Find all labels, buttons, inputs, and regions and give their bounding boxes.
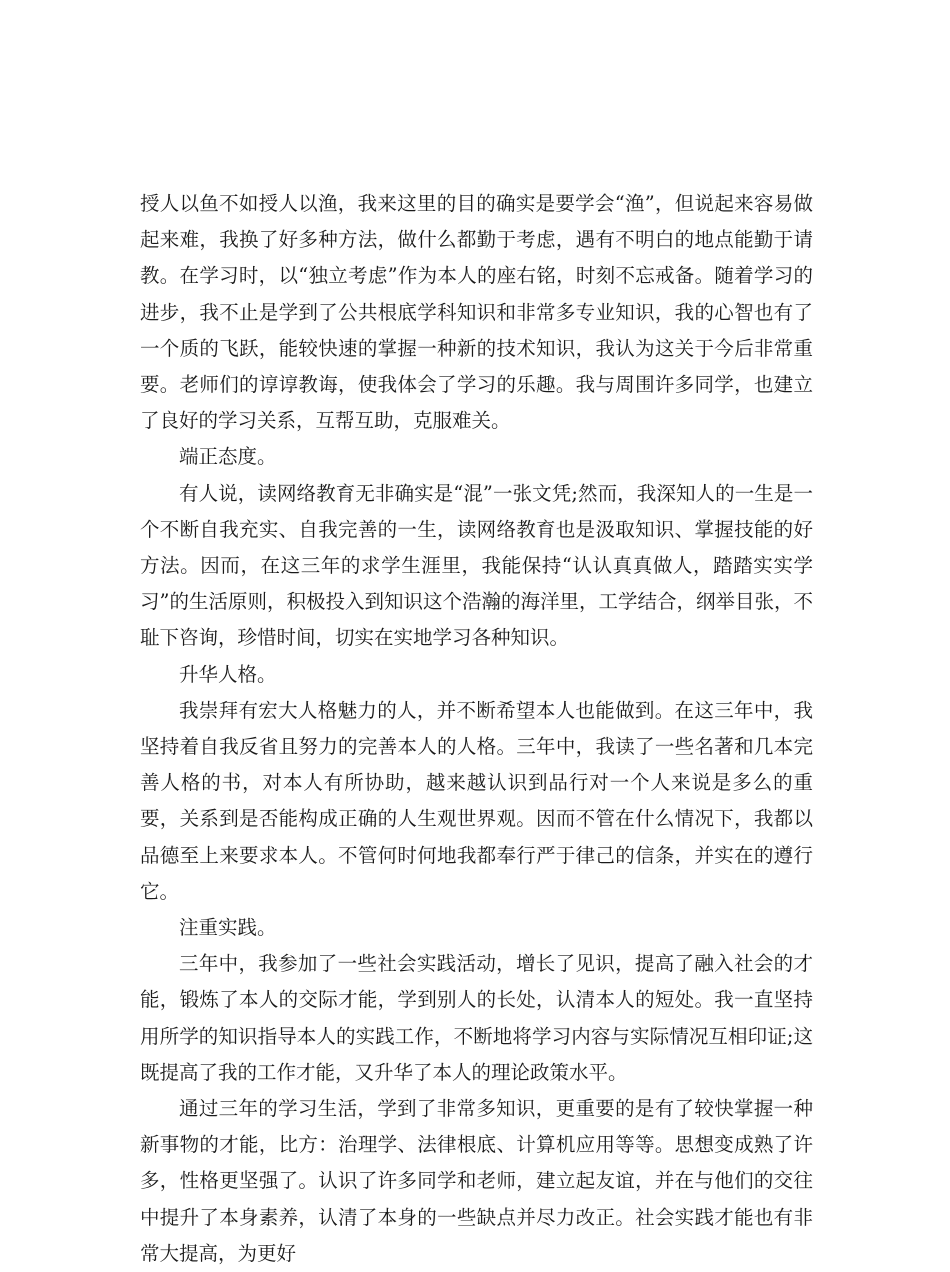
- paragraph-2: 有人说，读网络教育无非确实是“混”一张文凭;然而，我深知人的一生是一个不断自我充实、自我完善的一生，读网络教育也是汲取知识、掌握技能的好方法。因而，在这三年的求学生涯里，我能保持“认认真真做人，踏踏实实学习”的生活原则，积极投入到知识这个浩瀚的海洋里，工学结合，纲举目张，不耻下咨询，珍惜时间，切实在实地学习各种知识。: [140, 481, 813, 650]
- heading-duanzheng-taidu: 端正态度。: [179, 445, 277, 469]
- heading-zhuzhong-shijian: 注重实践。: [179, 916, 277, 940]
- document-body: [140, 186, 813, 1272]
- heading-shenghua-renge: 升华人格。: [179, 662, 277, 686]
- paragraph-1: 授人以鱼不如授人以渔，我来这里的目的确实是要学会“渔”，但说起来容易做起来难，我换了好多种方法，做什么都勤于考虑，遇有不明白的地点能勤于请教。在学习时，以“独立考虑”作为本人的座右铭，时刻不忘戒备。随着学习的进步，我不止是学到了公共根底学科知识和非常多专业知识，我的心智也有了一个质的飞跃，能较快速的掌握一种新的技术知识，我认为这关于今后非常重要。老师们的谆谆教诲，使我体会了学习的乐趣。我与周围许多同学，也建立了良好的学习关系，互帮互助，克服难关。: [140, 192, 813, 433]
- paragraph-4: 三年中，我参加了一些社会实践活动，增长了见识，提高了融入社会的才能，锻炼了本人的交际才能，学到别人的长处，认清本人的短处。我一直坚持用所学的知识指导本人的实践工作，不断地将学习内容与实际情况互相印证;这既提高了我的工作才能，又升华了本人的理论政策水平。: [140, 952, 813, 1084]
- paragraph-5: 通过三年的学习生活，学到了非常多知识，更重要的是有了较快掌握一种新事物的才能，比方：治理学、法律根底、计算机应用等等。思想变成熟了许多，性格更坚强了。认识了许多同学和老师，建立起友谊，并在与他们的交往中提升了本身素养，认清了本身的一些缺点并尽力改正。社会实践才能也有非常大提高，为更好: [140, 1097, 813, 1265]
- paragraph-3: 我崇拜有宏大人格魅力的人，并不断希望本人也能做到。在这三年中，我坚持着自我反省且努力的完善本人的人格。三年中，我读了一些名著和几本完善人格的书，对本人有所协助，越来越认识到品行对一个人来说是多么的重要，关系到是否能构成正确的人生观世界观。因而不管在什么情况下，我都以品德至上来要求本人。不管何时何地我都奉行严于律己的信条，并实在的遵行它。: [140, 698, 813, 903]
